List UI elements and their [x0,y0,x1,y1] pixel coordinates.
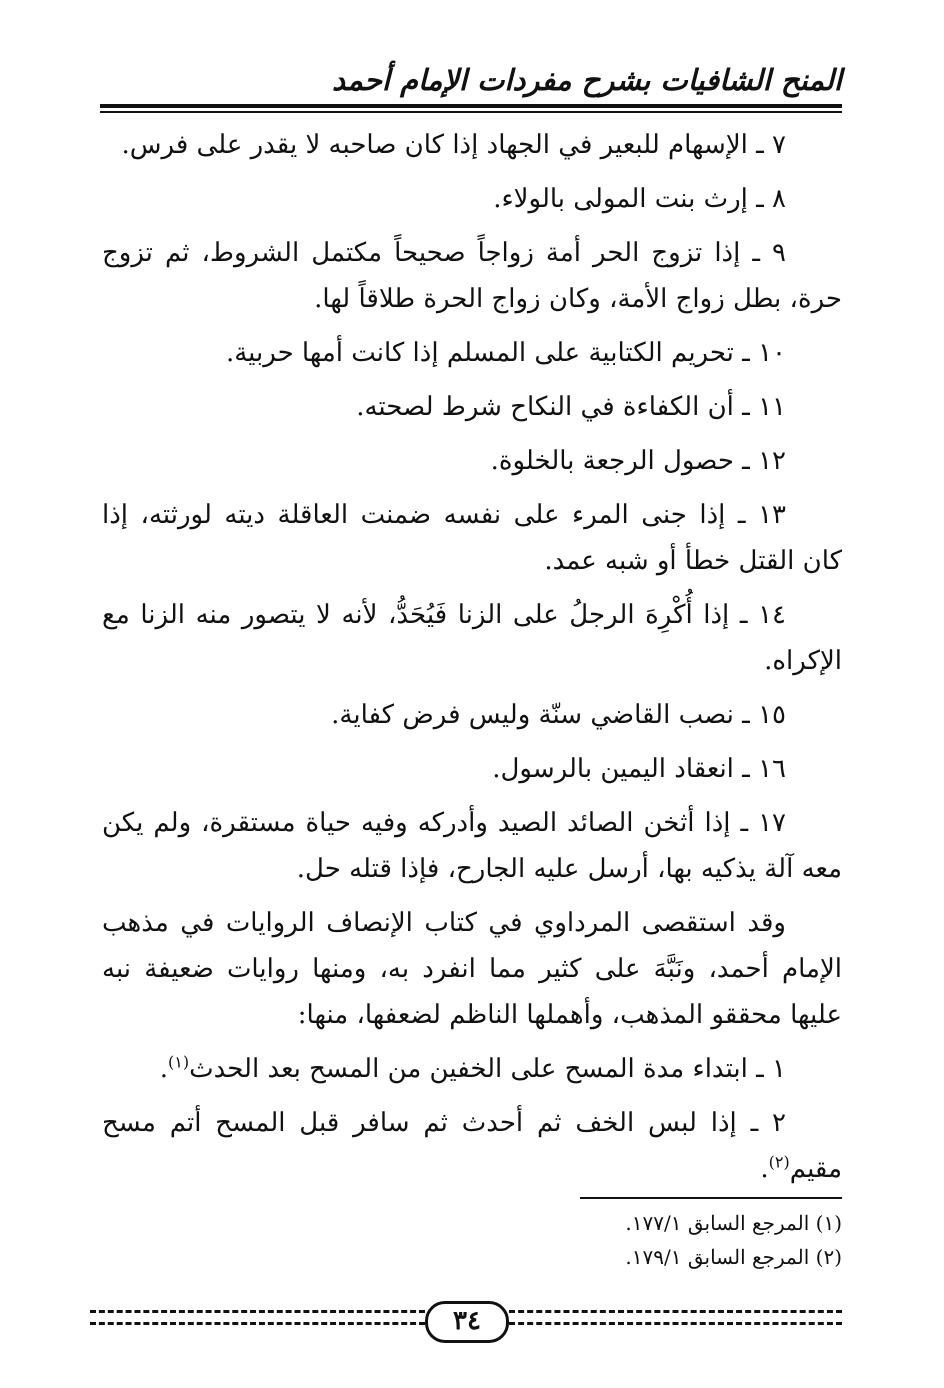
footer-dashes-left-top [90,1310,425,1313]
footnotes [102,1206,842,1274]
header-rule-thick [100,104,842,108]
item-end: . [159,1054,169,1084]
list-item-15: ١٥ ـ نصب القاضي سنّة وليس فرض كفاية. [331,700,786,730]
list-item-12: ١٢ ـ حصول الرجعة بالخلوة. [490,446,786,476]
weak-narration-item-1 [102,1046,842,1092]
list-item-11: ١١ ـ أن الكفاءة في النكاح شرط لصحته. [356,392,786,422]
footer-dashes-left-bottom [90,1322,425,1325]
list-item-10: ١٠ ـ تحريم الكتابية على المسلم إذا كانت أمها حربية. [225,338,786,368]
item-text: ١ ـ ابتداء مدة المسح على الخفين من المسح بعد الحدث [189,1054,786,1084]
footer-dashes-right-top [509,1310,842,1313]
list-item-17: ١٧ ـ إذا أثخن الصائد الصيد وأدركه وفيه حياة مستقرة، ولم يكن معه آلة يذكيه بها، أرسل عليه الجارح، فإذا قتله حل. [102,808,842,884]
body-text [102,122,842,1200]
footnote-ref: (٢) [768,1152,790,1172]
footnote-2: (٢) المرجع السابق ١٧٩/١. [625,1245,842,1269]
item-end: . [760,1154,769,1184]
list-item-8: ٨ ـ إرث بنت المولى بالولاء. [493,184,786,214]
list-item-7: ٧ ـ الإسهام للبعير في الجهاد إذا كان صاحبه لا يقدر على فرس. [121,130,786,160]
footnote-separator [580,1197,842,1199]
weak-narration-item-2 [102,1100,842,1192]
page-number: ٣٤ [425,1301,509,1343]
footer-dashes-right-bottom [509,1322,842,1325]
page-footer [90,1300,842,1340]
list-item-9: ٩ ـ إذا تزوج الحر أمة زواجاً صحيحاً مكتمل الشروط، ثم تزوج حرة، بطل زواج الأمة، وكان زواج الحرة طلاقاً لها. [102,238,842,314]
header-rule-thin [100,111,842,113]
list-item-16: ١٦ ـ انعقاد اليمين بالرسول. [492,754,786,784]
footnote-1: (١) المرجع السابق ١٧٧/١. [625,1211,842,1235]
intro-paragraph: وقد استقصى المرداوي في كتاب الإنصاف الروايات في مذهب الإمام أحمد، ونَبَّهَ على كثير مما انفرد به، ومنها روايات ضعيفة نبه عليها محققو المذهب، وأهملها الناظم لضعفها، منها: [102,908,842,1030]
item-text: ٢ ـ إذا لبس الخف ثم أحدث ثم سافر قبل المسح أتم مسح مقيم [102,1108,842,1184]
list-item-13: ١٣ ـ إذا جنى المرء على نفسه ضمنت العاقلة ديته لورثته، إذا كان القتل خطأ أو شبه عمد. [102,500,842,576]
list-item-14: ١٤ ـ إذا أُكْرِهَ الرجلُ على الزنا فَيُحَدُّ، لأنه لا يتصور منه الزنا مع الإكراه. [102,600,842,676]
footnote-ref: (١) [168,1052,190,1072]
running-header: المنح الشافيات بشرح مفردات الإمام أحمد [332,63,842,97]
